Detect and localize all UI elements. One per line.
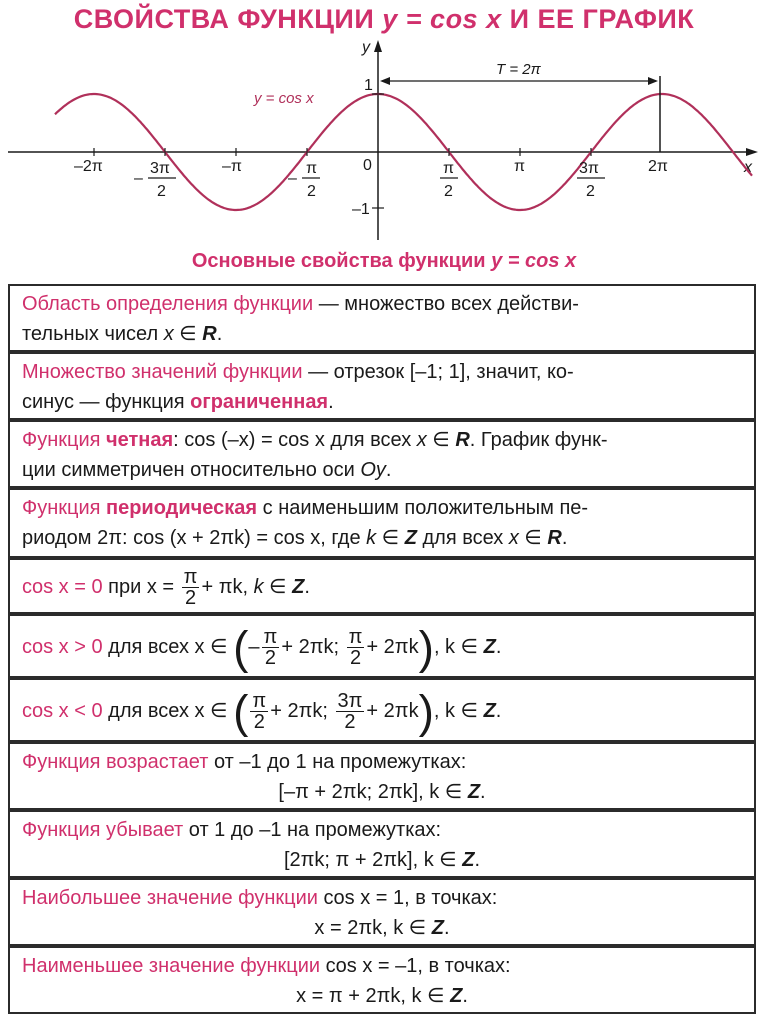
negative-lparen: ( xyxy=(233,685,249,738)
tick-minus-pi: –π xyxy=(222,158,242,175)
positive-rparen: ) xyxy=(418,621,434,674)
zeros-dot: . xyxy=(304,576,310,598)
zeros-text-2: + πk, xyxy=(201,576,254,598)
subtitle-func: y = cos x xyxy=(491,250,577,272)
tick-3pi2-num: 3π xyxy=(579,160,599,177)
tick-minus-2pi: –2π xyxy=(74,158,103,175)
positive-text-2: + 2πk; xyxy=(281,636,345,658)
domain-dot: . xyxy=(216,323,223,345)
property-maximum xyxy=(8,878,756,946)
tick-minus-3pi2-num: 3π xyxy=(150,160,170,177)
increasing-set-z: Z xyxy=(467,781,481,803)
negative-text: для всех x ∈ xyxy=(102,700,234,722)
negative-frac2-den: 2 xyxy=(344,711,356,734)
curve-label: y = cos x xyxy=(254,90,314,107)
property-domain xyxy=(8,284,756,352)
property-range xyxy=(8,352,756,420)
even-term: четная xyxy=(106,429,174,451)
periodic-text-1: с наименьшим положительным пе- xyxy=(257,497,589,519)
domain-text-2: тельных чисел xyxy=(22,323,164,345)
section-subtitle xyxy=(0,250,768,273)
period-arrow-right xyxy=(648,77,658,85)
minimum-formula xyxy=(22,981,742,1011)
negative-text-2: + 2πk; xyxy=(270,700,334,722)
increasing-formula xyxy=(22,777,742,807)
periodic-text-2: риодом 2π: cos (x + 2πk) = cos x, где xyxy=(22,527,367,549)
maximum-term: Наибольшее значение функции xyxy=(22,887,318,909)
title-function: y = cos x xyxy=(382,4,502,34)
decreasing-interval: [2πk; π + 2πk], k ∈ xyxy=(283,849,463,871)
periodic-set-z: Z xyxy=(404,527,417,549)
even-text-1: : cos (–x) = cos x для всех xyxy=(173,429,417,451)
minimum-points: x = π + 2πk, k ∈ xyxy=(296,985,451,1007)
decreasing-text: от 1 до –1 на промежутках: xyxy=(183,819,442,841)
positive-lparen: ( xyxy=(233,621,249,674)
tick-minus-3pi2-den: 2 xyxy=(157,183,166,200)
tick-pi2-den: 2 xyxy=(444,183,453,200)
minimum-text: cos x = –1, в точках: xyxy=(320,955,511,977)
negative-text-3: + 2πk xyxy=(366,700,419,722)
positive-frac1-den: 2 xyxy=(264,647,276,670)
positive-fraction-2 xyxy=(347,627,365,668)
periodic-x-in: x ∈ xyxy=(508,527,548,549)
decreasing-dot: . xyxy=(474,849,481,871)
decreasing-formula xyxy=(22,845,742,875)
negative-rparen: ) xyxy=(418,685,434,738)
negative-term: cos x < 0 xyxy=(22,700,103,722)
period-label: T = 2π xyxy=(496,61,541,78)
positive-term: cos x > 0 xyxy=(22,636,103,658)
tick-minus-pi2-minus: – xyxy=(288,170,297,187)
range-text-2: синус — функция xyxy=(22,391,191,413)
property-decreasing xyxy=(8,810,756,878)
periodic-term: периодическая xyxy=(106,497,258,519)
negative-frac1-num: π xyxy=(252,690,267,713)
positive-frac1-num: π xyxy=(263,626,278,649)
range-dot: . xyxy=(328,391,334,413)
zeros-term: cos x = 0 xyxy=(22,576,103,598)
subtitle-text: Основные свойства функции xyxy=(191,250,486,272)
increasing-term: Функция возрастает xyxy=(22,751,209,773)
even-x-in: x ∈ xyxy=(416,429,456,451)
property-negative xyxy=(8,678,756,742)
negative-fraction-1 xyxy=(250,691,268,732)
tick-minus-3pi2-minus: – xyxy=(134,170,143,187)
tick-pi2-num: π xyxy=(443,160,455,177)
maximum-points: x = 2πk, k ∈ xyxy=(314,917,432,939)
domain-term: Область определения функции xyxy=(22,293,314,315)
periodic-set-r: R xyxy=(547,527,562,549)
range-text-1: — отрезок [–1; 1], значит, ко- xyxy=(302,361,574,383)
decreasing-set-z: Z xyxy=(462,849,475,871)
negative-frac2-num: 3π xyxy=(337,690,363,713)
minimum-term: Наименьшее значение функции xyxy=(22,955,321,977)
periodic-term-prefix: Функция xyxy=(22,497,107,519)
zeros-fraction xyxy=(182,567,200,608)
property-positive xyxy=(8,614,756,678)
positive-frac2-den: 2 xyxy=(349,647,362,670)
decreasing-term: Функция убывает xyxy=(22,819,184,841)
property-even xyxy=(8,420,756,488)
periodic-dot: . xyxy=(561,527,568,549)
negative-text-4: , k ∈ xyxy=(433,700,484,722)
maximum-dot: . xyxy=(444,917,450,939)
domain-set-r: R xyxy=(202,323,217,345)
increasing-dot: . xyxy=(480,781,486,803)
negative-set-z: Z xyxy=(483,700,496,722)
negative-dot: . xyxy=(495,700,502,722)
even-text-2: . График функ- xyxy=(469,429,608,451)
y-axis-arrow xyxy=(374,40,382,52)
title-prefix: СВОЙСТВА ФУНКЦИИ xyxy=(73,4,375,34)
y-label-minus-1: –1 xyxy=(352,201,370,218)
property-periodic xyxy=(8,488,756,558)
tick-3pi2-den: 2 xyxy=(586,183,595,200)
maximum-set-z: Z xyxy=(431,917,445,939)
domain-x-in: x ∈ xyxy=(163,323,203,345)
positive-set-z: Z xyxy=(483,636,496,658)
positive-fraction-1 xyxy=(262,627,280,668)
periodic-text-3: для всех xyxy=(416,527,509,549)
property-increasing xyxy=(8,742,756,810)
zeros-text: при x = xyxy=(102,576,180,598)
positive-text-3: + 2πk xyxy=(366,636,419,658)
range-term: Множество значений функции xyxy=(22,361,303,383)
positive-frac2-num: π xyxy=(348,626,363,649)
increasing-interval: [–π + 2πk; 2πk], k ∈ xyxy=(278,781,468,803)
zeros-frac-den: 2 xyxy=(184,587,197,610)
even-term-prefix: Функция xyxy=(22,429,107,451)
even-set-r: R xyxy=(455,429,470,451)
minimum-dot: . xyxy=(462,985,468,1007)
tick-minus-pi2-num: π xyxy=(306,160,318,177)
origin-label: 0 xyxy=(363,157,372,174)
page-title xyxy=(0,4,768,35)
property-zeros xyxy=(8,558,756,614)
tick-pi: π xyxy=(514,158,526,175)
x-axis-label: x xyxy=(744,159,752,176)
negative-frac1-den: 2 xyxy=(253,711,265,734)
zeros-frac-num: π xyxy=(183,566,198,589)
positive-dot: . xyxy=(495,636,502,658)
even-text-3: ции симметричен относительно оси xyxy=(22,459,361,481)
cosine-graph xyxy=(0,36,768,246)
maximum-text: cos x = 1, в точках: xyxy=(317,887,498,909)
range-bounded-term: ограниченная xyxy=(190,391,329,413)
title-suffix: И ЕЕ ГРАФИК xyxy=(509,4,695,34)
domain-text-1: — множество всех действи- xyxy=(313,293,579,315)
periodic-k-in: k ∈ xyxy=(366,527,405,549)
negative-fraction-2 xyxy=(336,691,365,732)
maximum-formula xyxy=(22,913,742,943)
positive-minus: – xyxy=(248,636,260,658)
zeros-k-in: k ∈ xyxy=(253,576,293,598)
increasing-text: от –1 до 1 на промежутках: xyxy=(208,751,467,773)
property-minimum xyxy=(8,946,756,1014)
period-arrow-left xyxy=(380,77,390,85)
even-dot: . xyxy=(385,459,392,481)
positive-text-4: , k ∈ xyxy=(433,636,484,658)
even-axis-oy: Oy xyxy=(360,459,386,481)
y-label-1: 1 xyxy=(364,77,373,94)
x-axis-arrow xyxy=(746,148,758,156)
tick-2pi: 2π xyxy=(648,158,668,175)
y-axis-label: y xyxy=(362,39,370,56)
minimum-set-z: Z xyxy=(450,985,463,1007)
tick-minus-pi2-den: 2 xyxy=(307,183,316,200)
positive-text: для всех x ∈ xyxy=(102,636,234,658)
zeros-set-z: Z xyxy=(292,576,305,598)
